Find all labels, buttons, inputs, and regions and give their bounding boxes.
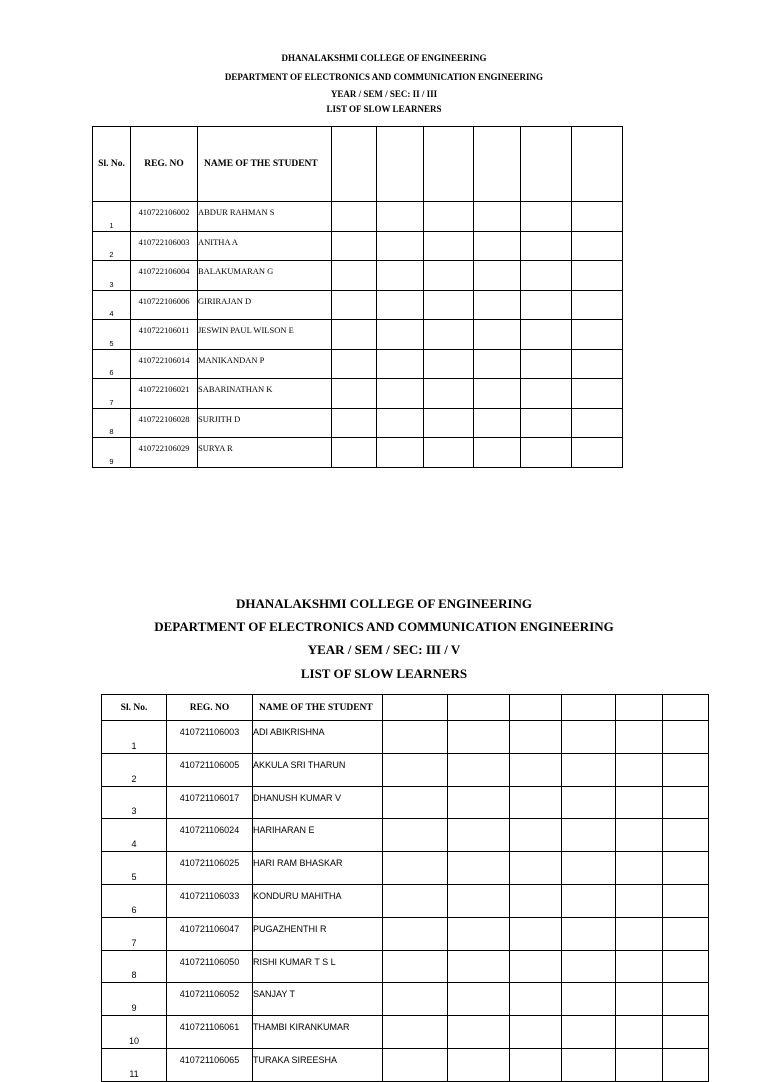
empty-cell — [383, 721, 448, 754]
sl-no-cell: 7 — [93, 379, 131, 409]
empty-cell — [377, 261, 424, 291]
sl-no-cell: 8 — [93, 408, 131, 438]
table-row — [93, 290, 623, 320]
empty-cell — [383, 852, 448, 885]
empty-cell — [377, 202, 424, 232]
empty-cell — [377, 231, 424, 261]
sl-no-cell: 8 — [102, 950, 167, 983]
reg-no-cell: 410721106003 — [167, 721, 253, 754]
table-row — [102, 819, 709, 852]
empty-cell — [572, 438, 623, 468]
empty-cell — [562, 1016, 616, 1049]
reg-no-cell: 410722106011 — [131, 320, 198, 350]
reg-no-cell: 410722106028 — [131, 408, 198, 438]
empty-cell — [572, 320, 623, 350]
reg-no-cell: 410722106002 — [131, 202, 198, 232]
empty-header-cell — [572, 127, 623, 202]
empty-header-cell — [424, 127, 474, 202]
empty-cell — [377, 408, 424, 438]
empty-cell — [332, 261, 377, 291]
student-name-cell: JESWIN PAUL WILSON E — [198, 320, 332, 350]
empty-cell — [510, 852, 562, 885]
reg-no-cell: 410722106004 — [131, 261, 198, 291]
empty-cell — [572, 261, 623, 291]
table-row — [93, 261, 623, 291]
empty-cell — [521, 320, 572, 350]
empty-cell — [663, 983, 709, 1016]
student-name-cell: AKKULA SRI THARUN — [253, 753, 383, 786]
empty-cell — [332, 290, 377, 320]
empty-cell — [521, 438, 572, 468]
empty-cell — [424, 231, 474, 261]
empty-cell — [572, 379, 623, 409]
empty-header-cell — [448, 695, 510, 721]
empty-cell — [572, 202, 623, 232]
empty-cell — [377, 320, 424, 350]
empty-cell — [521, 349, 572, 379]
sl-no-header: Sl. No. — [102, 695, 167, 721]
empty-cell — [510, 1016, 562, 1049]
department-title: DEPARTMENT OF ELECTRONICS AND COMMUNICATION ENGINEERING — [224, 72, 544, 82]
sl-no-cell: 5 — [93, 320, 131, 350]
empty-cell — [474, 349, 521, 379]
table-row — [93, 349, 623, 379]
empty-cell — [521, 379, 572, 409]
empty-header-cell — [383, 695, 448, 721]
sl-no-cell: 3 — [93, 261, 131, 291]
empty-header-cell — [332, 127, 377, 202]
empty-cell — [424, 261, 474, 291]
student-name-cell: HARIHARAN E — [253, 819, 383, 852]
table-row — [102, 852, 709, 885]
empty-cell — [510, 950, 562, 983]
empty-cell — [616, 917, 663, 950]
empty-cell — [448, 753, 510, 786]
empty-cell — [448, 1016, 510, 1049]
empty-cell — [663, 819, 709, 852]
student-name-cell: SABARINATHAN K — [198, 379, 332, 409]
student-name-cell: SURYA R — [198, 438, 332, 468]
empty-cell — [448, 917, 510, 950]
sl-no-cell: 1 — [93, 202, 131, 232]
reg-no-cell: 410722106006 — [131, 290, 198, 320]
empty-cell — [332, 202, 377, 232]
empty-cell — [572, 408, 623, 438]
empty-cell — [562, 917, 616, 950]
sl-no-cell: 3 — [102, 786, 167, 819]
reg-no-cell: 410721106052 — [167, 983, 253, 1016]
empty-cell — [510, 786, 562, 819]
empty-cell — [424, 202, 474, 232]
empty-cell — [448, 786, 510, 819]
empty-cell — [616, 884, 663, 917]
empty-cell — [424, 320, 474, 350]
student-name-cell: RISHI KUMAR T S L — [253, 950, 383, 983]
empty-cell — [663, 950, 709, 983]
empty-cell — [616, 1016, 663, 1049]
empty-cell — [663, 917, 709, 950]
table-row — [93, 320, 623, 350]
empty-cell — [377, 438, 424, 468]
empty-cell — [521, 231, 572, 261]
empty-cell — [383, 884, 448, 917]
empty-cell — [572, 231, 623, 261]
reg-no-cell: 410721106033 — [167, 884, 253, 917]
empty-cell — [383, 1048, 448, 1081]
student-name-cell: SURJITH D — [198, 408, 332, 438]
list-title: LIST OF SLOW LEARNERS — [300, 666, 468, 681]
student-name-cell: KONDURU MAHITHA — [253, 884, 383, 917]
department-title: DEPARTMENT OF ELECTRONICS AND COMMUNICATION ENGINEERING — [154, 619, 614, 634]
empty-cell — [521, 261, 572, 291]
empty-cell — [332, 349, 377, 379]
empty-cell — [474, 408, 521, 438]
empty-cell — [474, 320, 521, 350]
table-header-row — [93, 127, 623, 202]
sl-no-cell: 6 — [93, 349, 131, 379]
empty-cell — [616, 1048, 663, 1081]
table-row — [102, 983, 709, 1016]
empty-cell — [383, 753, 448, 786]
college-title: DHANALAKSHMI COLLEGE OF ENGINEERING — [235, 596, 533, 611]
reg-no-cell: 410721106065 — [167, 1048, 253, 1081]
reg-no-cell: 410722106003 — [131, 231, 198, 261]
sl-no-cell: 11 — [102, 1048, 167, 1081]
reg-no-cell: 410721106025 — [167, 852, 253, 885]
empty-cell — [562, 819, 616, 852]
empty-cell — [562, 884, 616, 917]
year-sem-sec: YEAR / SEM / SEC: II / III — [330, 89, 438, 99]
sl-no-cell: 1 — [102, 721, 167, 754]
empty-cell — [424, 349, 474, 379]
empty-header-cell — [521, 127, 572, 202]
table-row — [102, 1048, 709, 1081]
student-name-cell: ANITHA A — [198, 231, 332, 261]
table-row — [93, 202, 623, 232]
table-row — [102, 753, 709, 786]
empty-cell — [332, 408, 377, 438]
empty-cell — [424, 290, 474, 320]
empty-cell — [562, 852, 616, 885]
reg-no-cell: 410721106061 — [167, 1016, 253, 1049]
empty-cell — [383, 819, 448, 852]
empty-cell — [448, 950, 510, 983]
table-row — [93, 408, 623, 438]
empty-cell — [562, 786, 616, 819]
empty-header-cell — [663, 695, 709, 721]
empty-cell — [562, 983, 616, 1016]
empty-cell — [572, 290, 623, 320]
empty-cell — [424, 438, 474, 468]
table-row — [102, 950, 709, 983]
table-header-row — [102, 695, 709, 721]
empty-header-cell — [377, 127, 424, 202]
empty-cell — [562, 753, 616, 786]
empty-cell — [521, 290, 572, 320]
sl-no-cell: 2 — [93, 231, 131, 261]
table-row — [102, 1016, 709, 1049]
empty-cell — [448, 983, 510, 1016]
empty-cell — [616, 819, 663, 852]
empty-cell — [383, 950, 448, 983]
empty-cell — [424, 408, 474, 438]
empty-cell — [332, 320, 377, 350]
empty-cell — [616, 983, 663, 1016]
empty-cell — [474, 202, 521, 232]
reg-no-cell: 410722106021 — [131, 379, 198, 409]
empty-cell — [616, 786, 663, 819]
empty-cell — [510, 917, 562, 950]
sl-no-cell: 9 — [102, 983, 167, 1016]
empty-cell — [332, 379, 377, 409]
empty-cell — [510, 819, 562, 852]
empty-cell — [474, 231, 521, 261]
slow-learners-table-1 — [92, 126, 623, 468]
reg-no-cell: 410721106050 — [167, 950, 253, 983]
college-title: DHANALAKSHMI COLLEGE OF ENGINEERING — [281, 53, 487, 63]
table-row — [102, 786, 709, 819]
sl-no-header: Sl. No. — [93, 127, 131, 202]
empty-cell — [332, 231, 377, 261]
empty-cell — [448, 884, 510, 917]
student-name-cell: TURAKA SIREESHA — [253, 1048, 383, 1081]
sl-no-cell: 6 — [102, 884, 167, 917]
table-row — [102, 917, 709, 950]
empty-header-cell — [562, 695, 616, 721]
student-name-cell: SANJAY T — [253, 983, 383, 1016]
reg-no-cell: 410721106047 — [167, 917, 253, 950]
empty-cell — [474, 379, 521, 409]
empty-cell — [448, 819, 510, 852]
empty-cell — [663, 721, 709, 754]
empty-cell — [332, 438, 377, 468]
empty-cell — [377, 290, 424, 320]
empty-cell — [663, 1016, 709, 1049]
student-name-cell: DHANUSH KUMAR V — [253, 786, 383, 819]
sl-no-cell: 4 — [102, 819, 167, 852]
sl-no-cell: 9 — [93, 438, 131, 468]
empty-cell — [510, 884, 562, 917]
student-name-cell: THAMBI KIRANKUMAR — [253, 1016, 383, 1049]
empty-cell — [562, 1048, 616, 1081]
table-row — [93, 379, 623, 409]
list-title: LIST OF SLOW LEARNERS — [326, 104, 442, 114]
student-name-cell: HARI RAM BHASKAR — [253, 852, 383, 885]
student-name-cell: MANIKANDAN P — [198, 349, 332, 379]
empty-cell — [510, 721, 562, 754]
empty-cell — [448, 1048, 510, 1081]
empty-cell — [663, 884, 709, 917]
sl-no-cell: 10 — [102, 1016, 167, 1049]
empty-cell — [377, 349, 424, 379]
empty-cell — [383, 786, 448, 819]
empty-cell — [562, 721, 616, 754]
year-sem-sec: YEAR / SEM / SEC: III / V — [307, 642, 461, 657]
sl-no-cell: 4 — [93, 290, 131, 320]
reg-no-cell: 410721106005 — [167, 753, 253, 786]
empty-header-cell — [616, 695, 663, 721]
empty-header-cell — [474, 127, 521, 202]
student-name-cell: PUGAZHENTHI R — [253, 917, 383, 950]
empty-cell — [572, 349, 623, 379]
empty-header-cell — [510, 695, 562, 721]
reg-no-header: REG. NO — [167, 695, 253, 721]
empty-cell — [383, 917, 448, 950]
empty-cell — [663, 786, 709, 819]
table-row — [102, 884, 709, 917]
empty-cell — [377, 379, 424, 409]
table-row — [93, 231, 623, 261]
empty-cell — [424, 379, 474, 409]
student-name-cell: BALAKUMARAN G — [198, 261, 332, 291]
sl-no-cell: 7 — [102, 917, 167, 950]
empty-cell — [448, 852, 510, 885]
empty-cell — [474, 290, 521, 320]
sl-no-cell: 5 — [102, 852, 167, 885]
empty-cell — [383, 983, 448, 1016]
empty-cell — [383, 1016, 448, 1049]
empty-cell — [616, 721, 663, 754]
empty-cell — [663, 753, 709, 786]
empty-cell — [616, 753, 663, 786]
reg-no-header: REG. NO — [131, 127, 198, 202]
empty-cell — [521, 202, 572, 232]
empty-cell — [663, 1048, 709, 1081]
empty-cell — [474, 438, 521, 468]
reg-no-cell: 410722106014 — [131, 349, 198, 379]
empty-cell — [663, 852, 709, 885]
empty-cell — [510, 753, 562, 786]
empty-cell — [510, 1048, 562, 1081]
table-row — [93, 438, 623, 468]
student-name-header: NAME OF THE STUDENT — [198, 127, 332, 202]
student-name-cell: GIRIRAJAN D — [198, 290, 332, 320]
reg-no-cell: 410722106029 — [131, 438, 198, 468]
empty-cell — [510, 983, 562, 1016]
empty-cell — [474, 261, 521, 291]
reg-no-cell: 410721106024 — [167, 819, 253, 852]
student-name-cell: ADI ABIKRISHNA — [253, 721, 383, 754]
sl-no-cell: 2 — [102, 753, 167, 786]
empty-cell — [448, 721, 510, 754]
empty-cell — [616, 950, 663, 983]
empty-cell — [616, 852, 663, 885]
reg-no-cell: 410721106017 — [167, 786, 253, 819]
empty-cell — [521, 408, 572, 438]
student-name-header: NAME OF THE STUDENT — [253, 695, 383, 721]
empty-cell — [562, 950, 616, 983]
student-name-cell: ABDUR RAHMAN S — [198, 202, 332, 232]
table-row — [102, 721, 709, 754]
